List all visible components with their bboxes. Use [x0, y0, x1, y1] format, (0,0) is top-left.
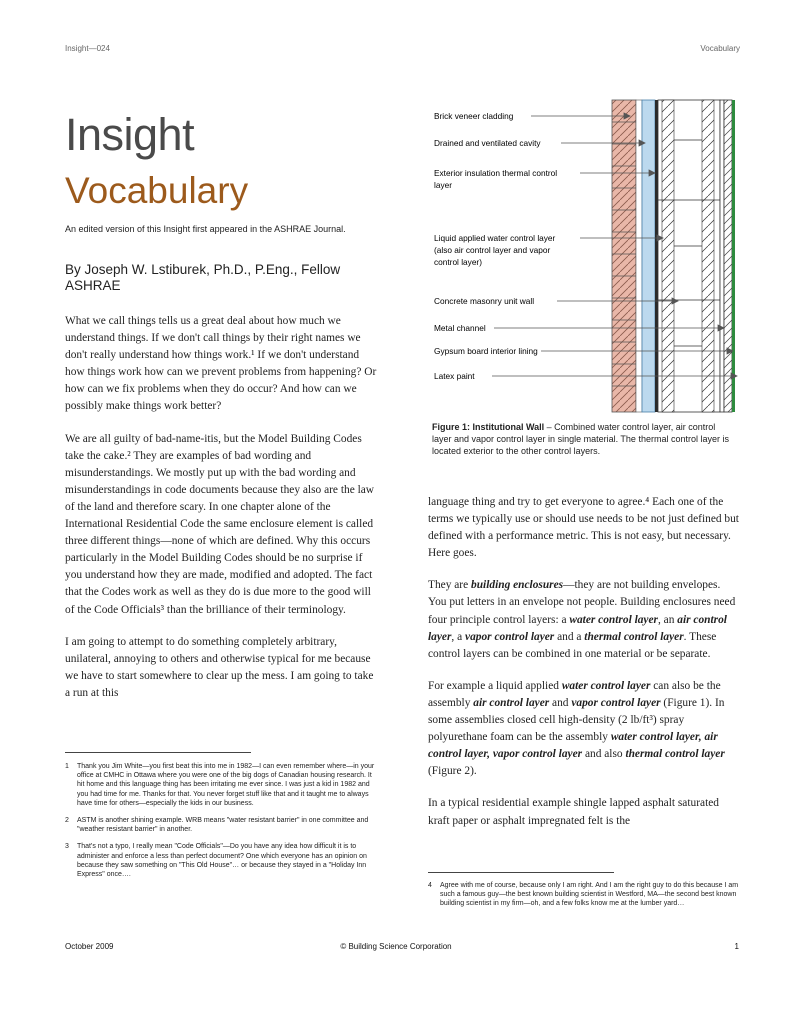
paragraph: We are all guilty of bad-name-itis, but the Model Building Codes take the cake.² They are examples of bad wording and misunderstandings. We mostly put up with the bad wording and misunderstandings in code documents because they also are the law of the land and therefore scary. In one chapter alone of the International Residential Code the same enclosure element is called three different things—none of which are defined. Why this occurs particularly in the Model Building Codes should be no surprise if you understand how they are made, modified and adopted. The fact that the Codes work as well as they do is due more to the good will of the Code Officials³ than the brilliance of their terminology. — [65, 432, 375, 616]
footnote-rule — [428, 872, 614, 873]
footnote-text: ASTM is another shining example. WRB means "water resistant barrier" in one committee and "weather resistant barrier" in another. — [77, 817, 369, 834]
footer-date: October 2009 — [65, 942, 114, 951]
paragraph: They are building enclosures—they are not building envelopes. You put letters in an envelope not people. Building enclosures need four principle control layers: a water control layer, an air control layer, a vapor control layer and a thermal control layer. These control layers can be combined in one material or be separate. — [428, 579, 736, 660]
footnote-number: 2 — [65, 817, 69, 825]
footnote-text: Thank you Jim White—you first beat this into me in 1982—I can even remember where—in your office at CMHC in Ottawa where you were one of the big dogs of Canadian housing research. It hit home and this language thing has been irritating me ever since. I was just a kid in 1982 and you had time for me. Thanks for that. You never forget stuff like that and it taught me to always have time for others—especially the kids in our business. — [77, 763, 375, 807]
brick-veneer-layer — [612, 100, 636, 412]
label-liquid-membrane-cont: (also air control layer and vapor — [434, 245, 551, 255]
footnote-rule — [65, 752, 251, 753]
title-line-1: Insight — [65, 109, 195, 160]
paragraph: language thing and try to get everyone to agree.⁴ Each one of the terms we typically use or should use needs to be not just defined but defined with a performance metric. This is not easy, but necessary. Here goes. — [428, 496, 739, 560]
paragraph: For example a liquid applied water control layer can also be the assembly air control layer and vapor control layer (Figure 1). In some assemblies closed cell high-density (2 lb/ft³) spray polyurethane foam can be the assembly water control layer, air control layer, vapor control layer and also thermal control layer (Figure 2). — [428, 679, 725, 778]
byline: By Joseph W. Lstiburek, Ph.D., P.Eng., Fellow ASHRAE — [65, 262, 341, 293]
footnote — [65, 842, 380, 879]
label-latex-paint: Latex paint — [434, 371, 475, 381]
cmu-wall-layer — [658, 100, 720, 412]
page-number: 1 — [734, 942, 739, 951]
footnote-number: 4 — [428, 882, 432, 889]
label-liquid-membrane-cont2: control layer) — [434, 257, 482, 267]
header-left: Insight—024 — [65, 44, 110, 53]
footnotes-left — [65, 762, 380, 887]
label-insulation: Exterior insulation thermal control — [434, 168, 558, 178]
caption-title: Figure 1: Institutional Wall — [432, 422, 545, 432]
title-line-2: Vocabulary — [65, 170, 249, 211]
footnotes-right — [428, 881, 740, 917]
caption-text: – Combined water control layer, air control layer and vapor control layer in single material. The thermal control layer is located exterior to the other control layers. — [432, 422, 729, 456]
gypsum-layer — [724, 100, 732, 412]
footer-copyright: © Building Science Corporation — [340, 942, 452, 951]
label-gypsum: Gypsum board interior lining — [434, 346, 538, 356]
footnote-number: 3 — [65, 843, 69, 851]
right-column — [428, 494, 740, 845]
footnote — [65, 762, 380, 808]
label-insulation-cont: layer — [434, 180, 452, 190]
header-right: Vocabulary — [700, 44, 740, 53]
lead-note: An edited version of this Insight first appeared in the ASHRAE Journal. — [65, 224, 346, 234]
footnote-number: 1 — [65, 763, 69, 770]
label-brick-veneer: Brick veneer cladding — [434, 111, 514, 121]
paragraph: What we call things tells us a great deal about how much we understand things. If we don't call things by their right names we don't really understand how things work.¹ If we don't understand how things work how can we prevent problems from happening? Or how can we fix problems when they do occur? And how can we possibly make things work better? — [65, 315, 377, 413]
wall-section-figure — [428, 96, 746, 414]
footnote — [428, 881, 740, 909]
cavity-layer — [636, 100, 642, 412]
footnote-text: Agree with me of course, because only I am right. And I am the right guy to do this because I am such a famous guy—the best known building scientist in Westford, MA—the second best known building scientist in my firm—oh, and a few folks know me at the lumber yard… — [440, 882, 739, 908]
figure-caption — [432, 421, 732, 457]
left-column — [65, 313, 380, 717]
label-cmu: Concrete masonry unit wall — [434, 296, 535, 306]
paint-layer — [732, 100, 735, 412]
label-metal-channel: Metal channel — [434, 323, 486, 333]
membrane-layer — [655, 100, 658, 412]
paragraph: In a typical residential example shingle lapped asphalt saturated kraft paper or asphalt impregnated felt is the — [428, 797, 719, 827]
paragraph: I am going to attempt to do something completely arbitrary, unilateral, annoying to others and otherwise typical for me because we have to start somewhere to clear up the mess. I am going to take a run at this — [65, 635, 374, 699]
label-cavity: Drained and ventilated cavity — [434, 138, 541, 148]
metal-channel-layer — [720, 100, 724, 412]
label-liquid-membrane: Liquid applied water control layer — [434, 233, 556, 243]
footnote-text: That's not a typo, I really mean "Code Officials"—Do you have any idea how difficult it is to administer and enforce a less than perfect document? One which everyone has an opinion on because they saw something on "This Old House"… or because they stayed in a "Holiday Inn Express" once…. — [77, 843, 367, 879]
footnote — [65, 816, 380, 834]
insulation-layer — [642, 100, 655, 412]
